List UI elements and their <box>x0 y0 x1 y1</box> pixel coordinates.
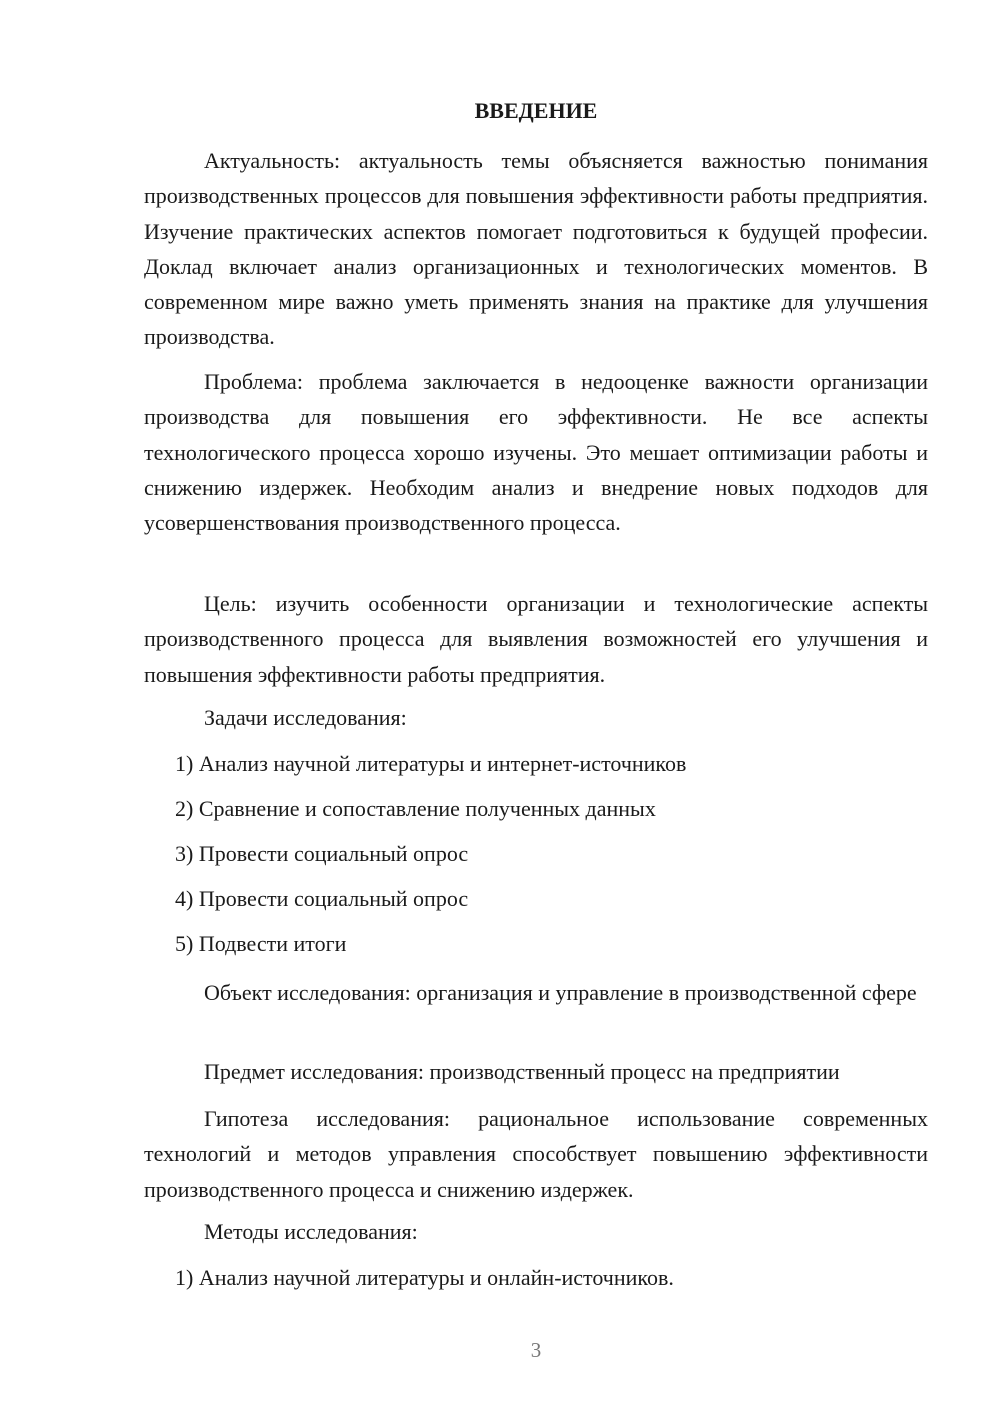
task-item-2: 2) Сравнение и сопоставление полученных данных <box>175 796 656 821</box>
page-number: 3 <box>530 1338 542 1362</box>
paragraph-object: Объект исследования: организация и управление в производственной сфере <box>204 980 917 1005</box>
task-item-3: 3) Провести социальный опрос <box>175 841 469 866</box>
paragraph-goal: Цель: изучить особенности организации и технологические аспекты производственного процесса для выявления возможностей его улучшения и повышения эффективности работы предприятия. <box>144 591 928 687</box>
methods-heading: Методы исследования: <box>204 1219 418 1244</box>
paragraph-relevance: Актуальность: актуальность темы объясняется важностью понимания производственных процессов для повышения эффективности работы предприятия. Изучение практических аспектов помогает подготовиться к будущей професии. Доклад включает анализ организационных и технологических моментов. В современном мире важно уметь применять знания на практике для улучшения производства. <box>144 148 928 350</box>
paragraph-hypothesis: Гипотеза исследования: рациональное использование современных технологий и методов управления способствует повышению эффективности производственного процесса и снижению издержек. <box>144 1106 928 1202</box>
paragraph-problem: Проблема: проблема заключается в недооценке важности организации производства для повышения его эффективности. Не все аспекты технологического процесса хорошо изучены. Это мешает оптимизации работы и снижению издержек. Необходим анализ и внедрение новых подходов для усовершенствования производственного процесса. <box>144 369 928 536</box>
tasks-heading: Задачи исследования: <box>204 705 407 730</box>
task-item-5: 5) Подвести итоги <box>175 931 347 956</box>
task-item-4: 4) Провести социальный опрос <box>175 886 469 911</box>
paragraph-subject: Предмет исследования: производственный процесс на предприятии <box>204 1059 840 1084</box>
page-title: ВВЕДЕНИЕ <box>474 98 598 123</box>
method-item-1: 1) Анализ научной литературы и онлайн-источников. <box>175 1265 674 1290</box>
task-item-1: 1) Анализ научной литературы и интернет-источников <box>175 751 687 776</box>
